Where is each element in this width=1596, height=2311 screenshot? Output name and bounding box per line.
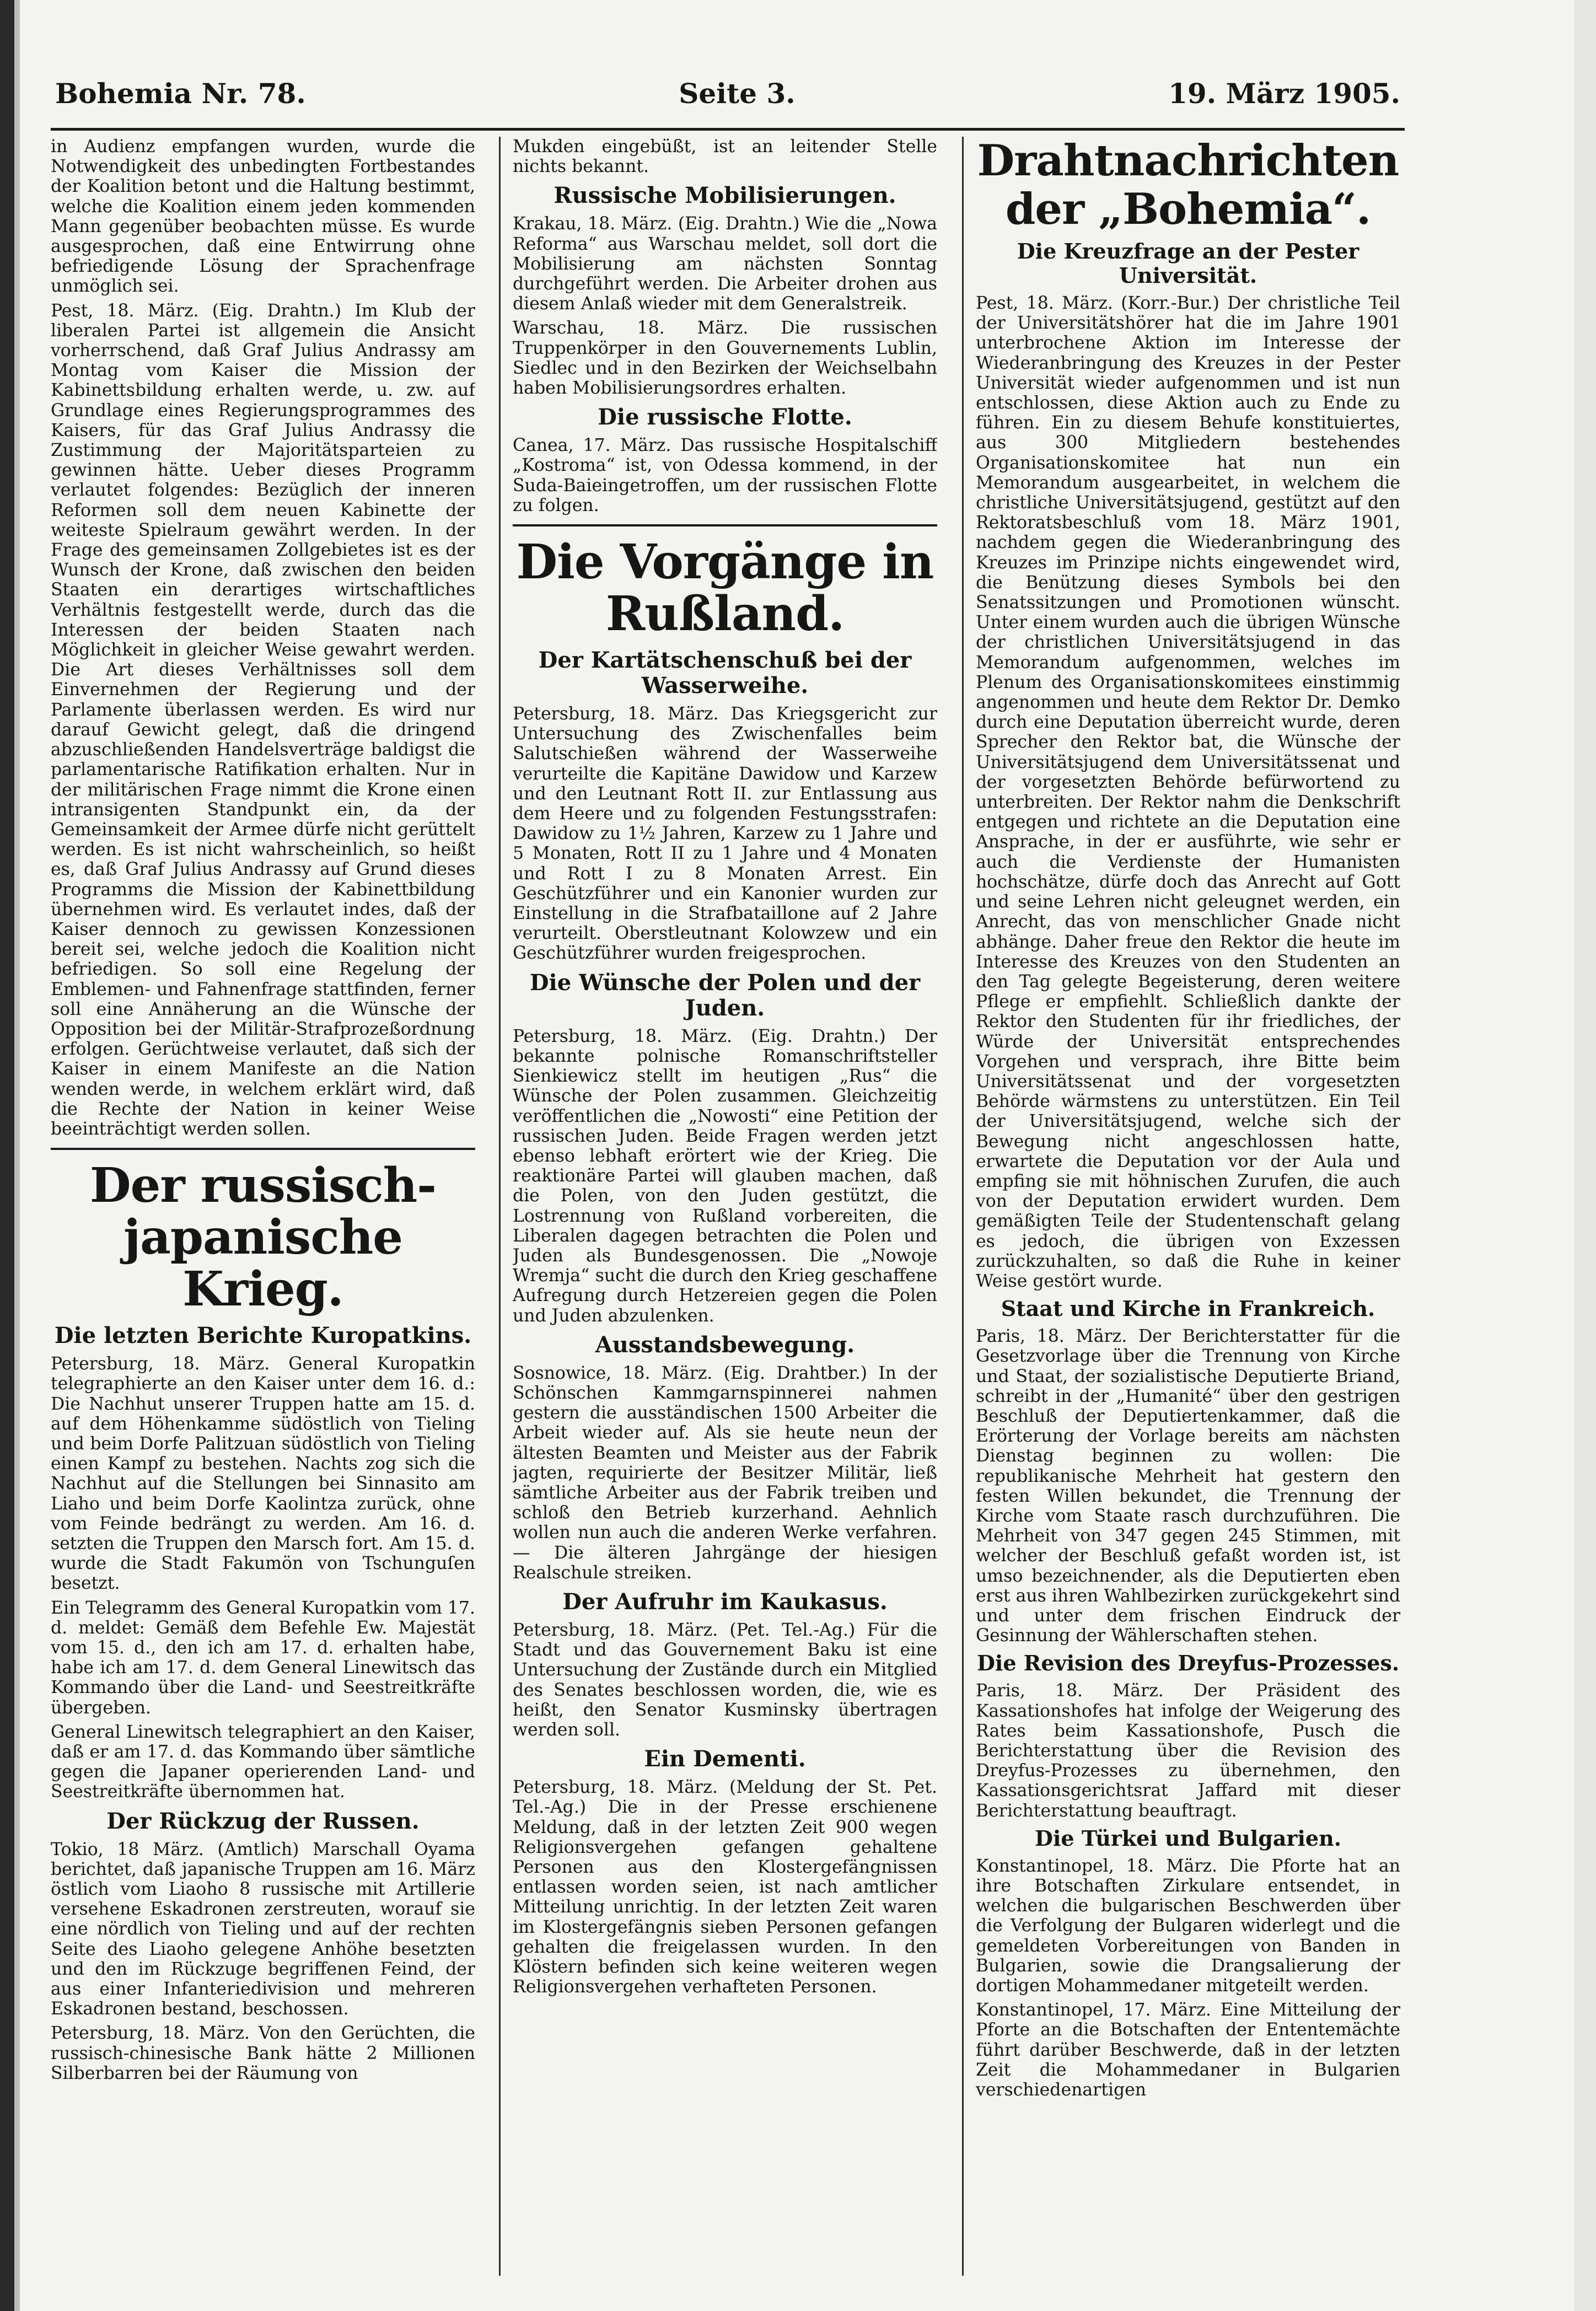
article-heading: Die letzten Berichte Kuropatkins. (54, 1323, 472, 1349)
section-heading: Der russisch-japanische Krieg. (90, 1158, 436, 1318)
article-heading: Ein Dementi. (644, 1746, 806, 1772)
article-heading: Die Revision des Dreyfus-Prozesses. (976, 1651, 1400, 1676)
article-paragraph: Petersburg, 18. März. (Pet. Tel.-Ag.) Für die Stadt und das Gouvernement Baku ist eine Untersuchung der Zustände durch ein Mitglied des Senates beschlossen worden, die, wie es heißt, den Senator Kusminsky übertragen werden soll. (513, 1620, 937, 1740)
scan-edge-shadow (14, 0, 20, 2311)
article-heading: Der Kartätschenschuß bei der Wasserweihe. (538, 647, 912, 699)
article-paragraph: Petersburg, 18. März. Von den Gerüchten, die russisch-chinesische Bank hätte 2 Millionen Silberbarren bei der Räumung von (51, 2023, 475, 2083)
article-heading: Die russische Flotte. (598, 404, 852, 431)
header-page-number: Seite 3. (679, 77, 796, 110)
article-paragraph: Mukden eingebüßt, ist an leitender Stelle nichts bekannt. (513, 137, 937, 177)
article-heading: Russische Mobilisierungen. (554, 182, 896, 209)
article-paragraph: Warschau, 18. März. Die russischen Truppenkörper in den Gouvernements Lublin, Siedlec und in den Bezirken der Weichselbahn haben Mobilisierungsordres erhalten. (513, 318, 937, 399)
article-paragraph: Paris, 18. März. Der Berichterstatter für die Gesetzvorlage über die Trennung von Kirche und Staat, der sozialistische Deputierte Briand, schreibt in der „Humanité“ über den gestrigen Beschluß der Deputiertenkammer, daß die Erörterung der Vorlage bereits am nächsten Dienstag beginnen zu wollen: Die republikanische Mehrheit hat gestern den festen Willen bekundet, die Trennung der Kirche vom Staate rasch durchzuführen. Die Mehrheit von 347 gegen 245 Stimmen, mit welcher der Beschluß gefaßt worden ist, ist umso bezeichnender, als die Deputierten eben erst aus ihren Wahlbezirken zurückgekehrt sind und unter dem frischen Eindruck der Gesinnung der Wählerschaften stehen. (976, 1326, 1400, 1646)
scan-margin (1574, 0, 1596, 2311)
column-3 (976, 137, 1400, 2270)
page-header (55, 77, 1400, 121)
article-paragraph: Pest, 18. März. (Eig. Drahtn.) Im Klub der liberalen Partei ist allgemein die Ansicht vorherrschend, daß Graf Julius Andrassy am Montag vom Kaiser die Mission der Kabinettsbildung erhalten werde, u. zw. auf Grundlage eines Regierungsprogrammes des Kaisers, für das Graf Julius Andrassy die Zustimmung der Majoritätsparteien zu gewinnen hätte. Ueber dieses Programm verlautet folgendes: Bezüglich der inneren Reformen soll dem neuen Kabinette der weiteste Spielraum gewährt werden. In der Frage des gemeinsamen Zollgebietes ist es der Wunsch der Krone, daß zwischen den beiden Staaten ein derartiges wirtschaftliches Verhältnis festgestellt werde, durch das die Interessen der beiden Staaten nach Möglichkeit in gleicher Weise gewahrt werden. Die Art dieses Verhältnisses soll dem Einvernehmen der Regierung und der Parlamente überlassen werden. Es wird nur darauf Gewicht gelegt, daß die dringend abzuschließenden Handelsverträge baldigst die parlamentarische Ratifikation erhalten. Nur in der militärischen Frage nimmt die Krone einen intransigenten Standpunkt ein, da der Gemeinsamkeit der Armee dürfe nicht gerüttelt werden. Es ist nicht wahrscheinlich, so heißt es, daß Graf Julius Andrassy auf Grund dieses Programms die Mission der Kabinettbildung übernehmen wird. Es verlautet indes, daß der Kaiser dennoch zu gewissen Konzessionen bereit sei, welche jedoch die Koalition nicht befriedigen. So soll eine Regelung der Emblemen- und Fahnenfrage stattfinden, ferner soll eine Annäherung an die Wünsche der Opposition bei der Militär-Strafprozeßordnung erfolgen. Gerüchtweise verlautet, daß sich der Kaiser in einem Manifeste an die Nation wenden werde, in welchem erklärt wird, daß die Rechte der Nation in keiner Weise beeinträchtigt werden sollen. (51, 300, 475, 1139)
article-paragraph: Konstantinopel, 18. März. Die Pforte hat an ihre Botschaften Zirkulare entsendet, in welchen die bulgarischen Beschwerden über die Verfolgung der Bulgaren widerlegt und die gemeldeten Vorbereitungen von Banden in Bulgarien, sowie die Drangsalierung der dortigen Mohammedaner mitgeteilt werden. (976, 1856, 1400, 1996)
section-heading: Drahtnachrichten der „Bohemia“. (977, 137, 1399, 234)
column-2 (513, 137, 937, 2270)
scan-edge (0, 0, 14, 2311)
header-paper-number: Bohemia Nr. 78. (55, 77, 306, 110)
article-paragraph: Tokio, 18 März. (Amtlich) Marschall Oyama berichtet, daß japanische Truppen am 16. März östlich vom Liaoho 8 russische mit Artillerie versehene Eskadronen zerstreuten, worauf sie eine nördlich von Tieling und auf der rechten Seite des Liaoho gelegene Anhöhe besetzten und den im Rückzuge begriffenen Feind, der aus einer Infanteriedivision und mehreren Eskadronen bestand, beschossen. (51, 1839, 475, 2019)
article-heading: Die Wünsche der Polen und der Juden. (529, 969, 921, 1021)
article-paragraph: Paris, 18. März. Der Präsident des Kassationshofes hat infolge der Weigerung des Rates beim Kassationshofe, Pusch die Berichterstattung über die Revision des Dreyfus-Prozesses zu übernehmen, den Kassationsgerichtsrat Jaffard mit dieser Berichterstattung beauftragt. (976, 1681, 1400, 1821)
section-rule (51, 1148, 475, 1150)
section-heading: Die Vorgänge in Rußland. (516, 534, 934, 642)
article-paragraph: in Audienz empfangen wurden, wurde die Notwendigkeit des unbedingten Fortbestandes der Koalition betont und die Haltung bestimmt, welche die Koalition einem jeden kommenden Mann gegenüber beobachten müsse. Es wurde ausgesprochen, daß eine Entwirrung ohne befriedigende Lösung der Sprachenfrage unmöglich sei. (51, 137, 475, 297)
article-heading: Der Aufruhr im Kaukasus. (562, 1588, 888, 1615)
article-heading: Der Rückzug der Russen. (106, 1808, 420, 1834)
article-heading: Die Kreuzfrage an der Pester Universität. (1017, 239, 1359, 288)
article-paragraph: Sosnowice, 18. März. (Eig. Drahtber.) In der Schönschen Kammgarnspinnerei nahmen gestern die ausständischen 1500 Arbeiter die Arbeit wieder auf. Als sie heute neun der ältesten Beamten und Meister aus der Fabrik jagten, requirierte der Besitzer Militär, ließ sämtliche Arbeiter aus der Fabrik treiben und schloß den Betrieb kurzerhand. Aehnlich wollen nun auch die anderen Werke verfahren. — Die älteren Jahrgänge der hiesigen Realschule streiken. (513, 1363, 937, 1583)
article-paragraph: Krakau, 18. März. (Eig. Drahtn.) Wie die „Nowa Reforma“ aus Warschau meldet, soll dort die Mobilisierung am nächsten Sonntag durchgeführt werden. Die Arbeiter drohen aus diesem Anlaß wieder mit dem Generalstreik. (513, 214, 937, 314)
article-heading: Die Türkei und Bulgarien. (1035, 1825, 1341, 1851)
column-1 (51, 137, 475, 2287)
article-paragraph: Petersburg, 18. März. (Meldung der St. Pet. Tel.-Ag.) Die in der Presse erschienene Meldung, daß in der letzten Zeit 900 wegen Religionsvergehen gefangen gehaltene Personen aus den Klostergefängnissen entlassen worden seien, ist nach amtlicher Mitteilung unrichtig. In der letzten Zeit waren im Klostergefängnis sieben Personen gefangen gehalten die freigelassen wurden. In den Klöstern befinden sich keine weiteren wegen Religionsvergehen verhafteten Personen. (513, 1777, 937, 1997)
article-paragraph: Canea, 17. März. Das russische Hospitalschiff „Kostroma“ ist, von Odessa kommend, in der Suda-Baieingetroffen, um der russischen Flotte zu folgen. (513, 436, 937, 515)
article-paragraph: Konstantinopel, 17. März. Eine Mitteilung der Pforte an die Botschaften der Ententemächte führt darüber Beschwerde, daß in der letzten Zeit die Mohammedaner in Bulgarien verschiedenartigen (976, 2000, 1400, 2100)
header-rule (51, 128, 1405, 131)
article-paragraph: Petersburg, 18. März. (Eig. Drahtn.) Der bekannte polnische Romanschriftsteller Sienkiewicz stellt im heutigen „Rus“ die Wünsche der Polen zusammen. Gleichzeitig veröffentlichen die „Nowosti“ eine Petition der russischen Juden. Beide Fragen werden jetzt ebenso lebhaft erörtert wie der Krieg. Die reaktionäre Partei will glauben machen, daß die Polen, von den Juden gestützt, die Lostrennung von Rußland vorbereiten, die Liberalen dagegen betrachten die Polen und Juden als Bundesgenossen. Die „Nowoje Wremja“ sucht die durch den Krieg geschaffene Aufregung durch Hetzereien gegen die Polen und Juden abzulenken. (513, 1026, 937, 1326)
article-heading: Ausstandsbewegung. (595, 1331, 855, 1358)
column-rule (962, 137, 964, 2276)
article-paragraph: Petersburg, 18. März. General Kuropatkin telegraphierte an den Kaiser unter dem 16. d.: Die Nachhut unserer Truppen hatte am 15. d. auf dem Höhenkamme südöstlich von Tieling und beim Dorfe Palitzuan südöstlich von Tieling einen Kampf zu bestehen. Nachts zog sich die Nachhut auf die Stellungen bei Sinnasito am Liaho und beim Dorfe Kaolintza zurück, ohne vom Feinde bedrängt zu werden. Am 16. d. setzten die Truppen den Marsch fort. Am 15. d. wurde die Stadt Fakumön von Tschunguſen besetzt. (51, 1354, 475, 1594)
article-paragraph: Petersburg, 18. März. Das Kriegsgericht zur Untersuchung des Zwischenfalles beim Salutschießen während der Wasserweihe verurteilte die Kapitäne Dawidow und Karzew und den Leutnant Rott II. zur Entlassung aus dem Heere und zu folgenden Festungsstrafen: Dawidow zu 1½ Jahren, Karzew zu 1 Jahre und 5 Monaten, Rott II zu 1 Jahre und 4 Monaten und Rott I zu 8 Monaten Arrest. Ein Geschützführer und ein Kanonier wurden zur Einstellung in die Strafbataillone auf 2 Jahre verurteilt. Oberstleutnant Kolowzew und ein Geschützführer wurden freigesprochen. (513, 704, 937, 964)
article-paragraph: Ein Telegramm des General Kuropatkin vom 17. d. meldet: Gemäß dem Befehle Ew. Majestät vom 15. d., den ich am 17. d. erhalten habe, habe ich am 17. d. dem General Linewitsch das Kommando über die Land- und Seestreitkräfte übergeben. (51, 1598, 475, 1718)
article-heading: Staat und Kirche in Frankreich. (1001, 1296, 1375, 1321)
header-date: 19. März 1905. (1168, 77, 1400, 110)
article-paragraph: General Linewitsch telegraphiert an den Kaiser, daß er am 17. d. das Kommando über sämtliche gegen die Japaner operierenden Land- und Seestreitkräfte übernommen hat. (51, 1722, 475, 1802)
column-rule (499, 137, 501, 2276)
article-paragraph: Pest, 18. März. (Korr.-Bur.) Der christliche Teil der Universitätshörer hat die im Jahre 1901 unterbrochene Aktion im Interesse der Wiederanbringung des Kreuzes in der Pester Universität wieder aufgenommen und ist nun entschlossen, diese Aktion auch zu Ende zu führen. Ein zu diesem Behufe konstituiertes, aus 300 Mitgliedern bestehendes Organisationskomitee hat nun ein Memorandum ausgearbeitet, in welchem die christliche Universitätsjugend, gestützt auf den Rektoratsbeschluß vom 18. März 1901, nachdem gegen die Wiederanbringung des Kreuzes im Prinzipe nichts eingewendet wird, die Benützung dieses Symbols bei den Senatssitzungen und Promotionen wünscht. Unter einem wurden auch die übrigen Wünsche der christlichen Universitätsjugend in das Memorandum aufgenommen, welches im Plenum des Organisationskomitees einstimmig angenommen und heute dem Rektor Dr. Demko durch eine Deputation überreicht wurde, deren Sprecher den Rektor bat, die Wünsche der Universitätsjugend dem Universitätssenat und der vorgesetzten Behörde befürwortend zu unterbreiten. Der Rektor nahm die Denkschrift entgegen und richtete an die Deputation eine Ansprache, in der er ausführte, wie sehr er auch die Verdienste der Humanisten hochschätze, dürfe doch das Anrecht auf Gott und seine Lehren nicht geleugnet werden, ein Anrecht, das von menschlicher Gnade nicht abhänge. Daher freue den Rektor die heute im Interesse des Kreuzes von den Studenten an den Tag gelegte Begeisterung, deren weitere Pflege er empfiehlt. Schließlich dankte der Rektor den Studenten für ihr friedliches, der Würde der Universität entsprechendes Vorgehen und versprach, ihre Bitte beim Universitätssenat und der vorgesetzten Behörde wärmstens zu unterstützen. Ein Teil der Universitätsjugend, welche sich der Bewegung nicht angeschlossen hatte, erwartete die Deputation vor der Aula und empfing sie mit höhnischen Zurufen, die auch von der Deputation erwidert wurden. Dem gemäßigten Teile der Studentenschaft gelang es jedoch, die übrigen von Exzessen zurückzuhalten, so daß die Ruhe in keiner Weise gestört wurde. (976, 293, 1400, 1291)
section-rule (513, 524, 937, 526)
